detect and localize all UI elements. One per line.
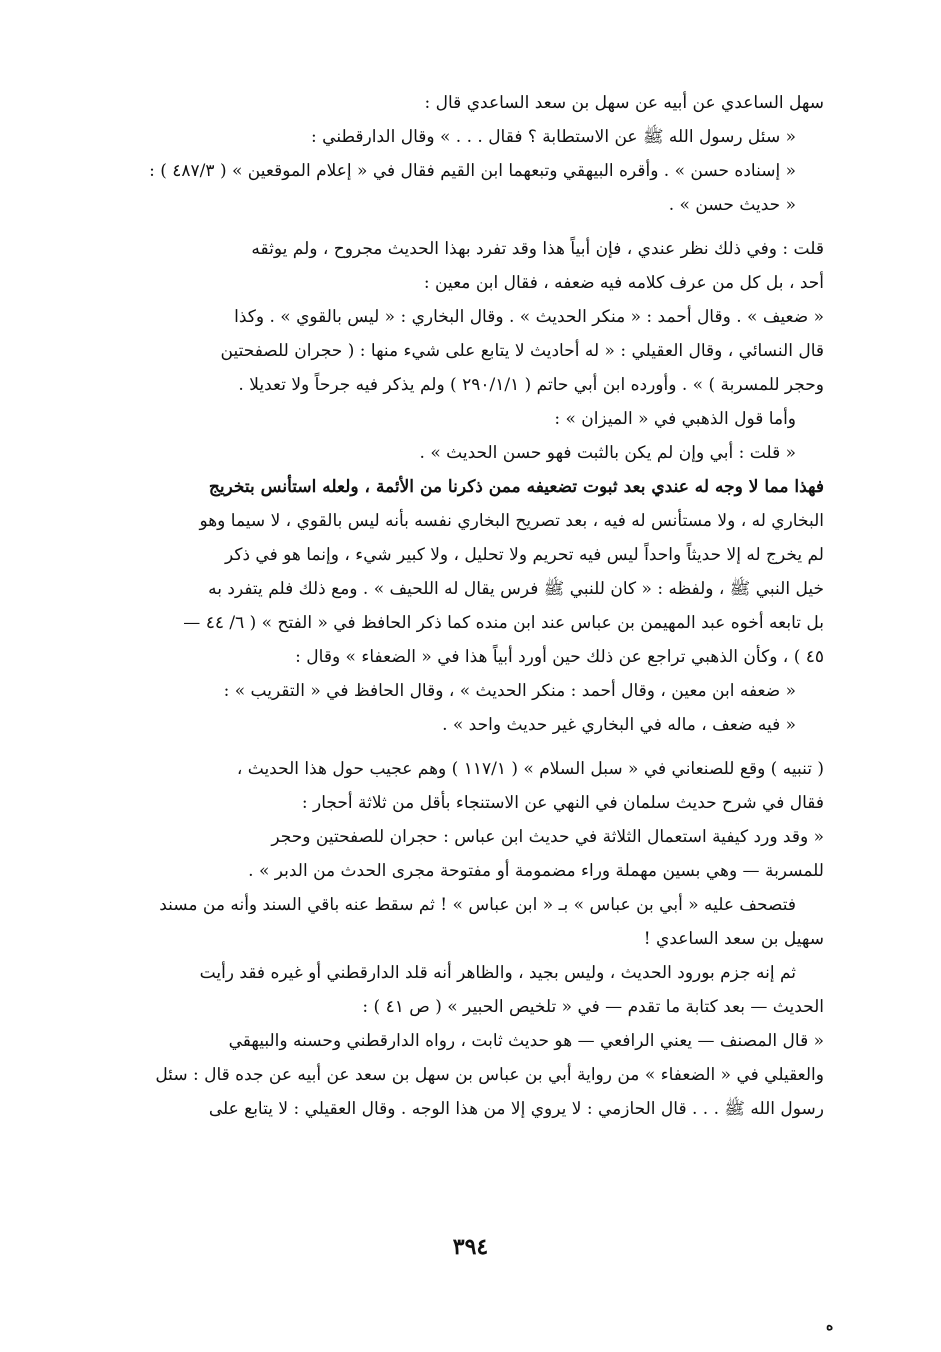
text-line-13: البخاري له ، ولا مستأنس له فيه ، بعد تصريح البخاري نفسه بأنه ليس بالقوي ، لا سيما وهو: [199, 511, 824, 531]
text-line-9: وحجر للمسربة ) » . وأورده ابن أبي حاتم ( ٢٩٠/١/١ ) ولم يذكر فيه جرحاً ولا تعديلا .: [238, 375, 824, 395]
text-line-27: الحديث — بعد كتابة ما تقدم — في « تلخيص الحبير » ( ص ٤١ ) :: [362, 997, 824, 1017]
paragraph-gap: [78, 222, 824, 232]
text-line-12: فهذا مما لا وجه له عندي بعد ثبوت تضعيفه ممن ذكرنا من الأئمة ، ولعله استأنس بتخريج: [208, 477, 824, 497]
text-line-15: خيل النبي ﷺ ، ولفظه : « كان للنبي ﷺ فرس يقال له اللحيف » . ومع ذلك فلم يتفرد به: [208, 579, 824, 599]
text-line-16: بل تابعه أخوه عبد المهيمن بن عباس عند ابن منده كما ذكر الحافظ في « الفتح » ( ٦/ ٤٤ —: [183, 613, 824, 633]
text-line-3: « إسناده حسن » . وأقره البيهقي وتبعهما ابن القيم فقال في « إعلام الموقعين » ( ٤٨٧/٣ ) :: [149, 161, 796, 181]
text-line-8: قال النسائي ، وقال العقيلي : « له أحاديث لا يتابع على شيء منها : ( حجران للصفحتين: [220, 341, 824, 361]
text-line-25: سهيل بن سعد الساعدي !: [643, 929, 824, 949]
text-line-4: « حديث حسن » .: [668, 195, 796, 215]
text-line-26: ثم إنه جزم بورود الحديث ، وليس بجيد ، والظاهر أنه قلد الدارقطني أو غيره فقد رأيت: [199, 963, 796, 983]
text-line-28: « قال المصنف — يعني الرافعي — هو حديث ثابت ، رواه الدارقطني وحسنه والبيهقي: [228, 1031, 824, 1051]
paragraph-gap: [78, 742, 824, 752]
text-line-21: فقال في شرح حديث سلمان في النهي عن الاستنجاء بأقل من ثلاثة أحجار :: [301, 793, 824, 813]
text-line-14: لم يخرج له إلا حديثاً واحداً ليس فيه تحريم ولا تحليل ، ولا كبير شيء ، وإنما هو في ذكر: [224, 545, 824, 565]
text-line-18: « ضعفه ابن معين ، وقال أحمد : منكر الحديث » ، وقال الحافظ في « التقريب » :: [223, 681, 796, 701]
text-line-10: وأما قول الذهبي في « الميزان » :: [554, 409, 796, 429]
text-line-6: أحد ، بل كل من عرف كلامه فيه ضعفه ، فقال ابن معين :: [423, 273, 824, 293]
page-number: ٣٩٤: [452, 1234, 489, 1260]
text-line-19: « فيه ضعف ، ماله في البخاري غير حديث واحد » .: [442, 715, 796, 735]
document-body: [78, 86, 824, 1126]
text-line-30: رسول الله ﷺ . . . قال الحازمي : لا يروي إلا من هذا الوجه . وقال العقيلي : لا يتابع على: [208, 1099, 824, 1119]
text-line-23: للمسربة — وهي بسين مهملة وراء مضمومة أو مفتوحة مجرى الحدث من الدبر » .: [248, 861, 824, 881]
text-line-5: قلت : وفي ذلك نظر عندي ، فإن أبياً هذا وقد تفرد بهذا الحديث مجروح ، ولم يوثقه: [251, 239, 824, 259]
text-line-2: « سئل رسول الله ﷺ عن الاستطابة ؟ فقال . . . » وقال الدارقطني :: [311, 127, 796, 147]
text-line-20: ( تنبيه ) وقع للصنعاني في « سبل السلام » ( ١١٧/١ ) وهم عجيب حول هذا الحديث ،: [236, 759, 824, 779]
text-line-22: « وقد ورد كيفية استعمال الثلاثة في حديث ابن عباس : حجران للصفحتين وحجر: [271, 827, 824, 847]
text-line-1: سهل الساعدي عن أبيه عن سهل بن سعد الساعدي قال :: [424, 93, 824, 113]
corner-mark: ه: [826, 1318, 834, 1334]
text-line-29: والعقيلي في « الضعفاء » من رواية أبي بن عباس بن سهل بن سعد عن أبيه عن جده قال : سئل: [155, 1065, 824, 1085]
text-line-11: « قلت : أبي وإن لم يكن بالثبت فهو حسن الحديث » .: [419, 443, 796, 463]
text-line-7: « ضعيف » . وقال أحمد : « منكر الحديث » . وقال البخاري : « ليس بالقوي » . وكذا: [234, 307, 824, 327]
text-line-24: فتصحف عليه « أبي بن عباس » بـ « ابن عباس » ! ثم سقط عنه باقي السند وأنه من مسند: [159, 895, 796, 915]
text-line-17: ٤٥ ) ، وكأن الذهبي تراجع عن ذلك حين أورد أبياً هذا في « الضعفاء » وقال :: [295, 647, 824, 667]
